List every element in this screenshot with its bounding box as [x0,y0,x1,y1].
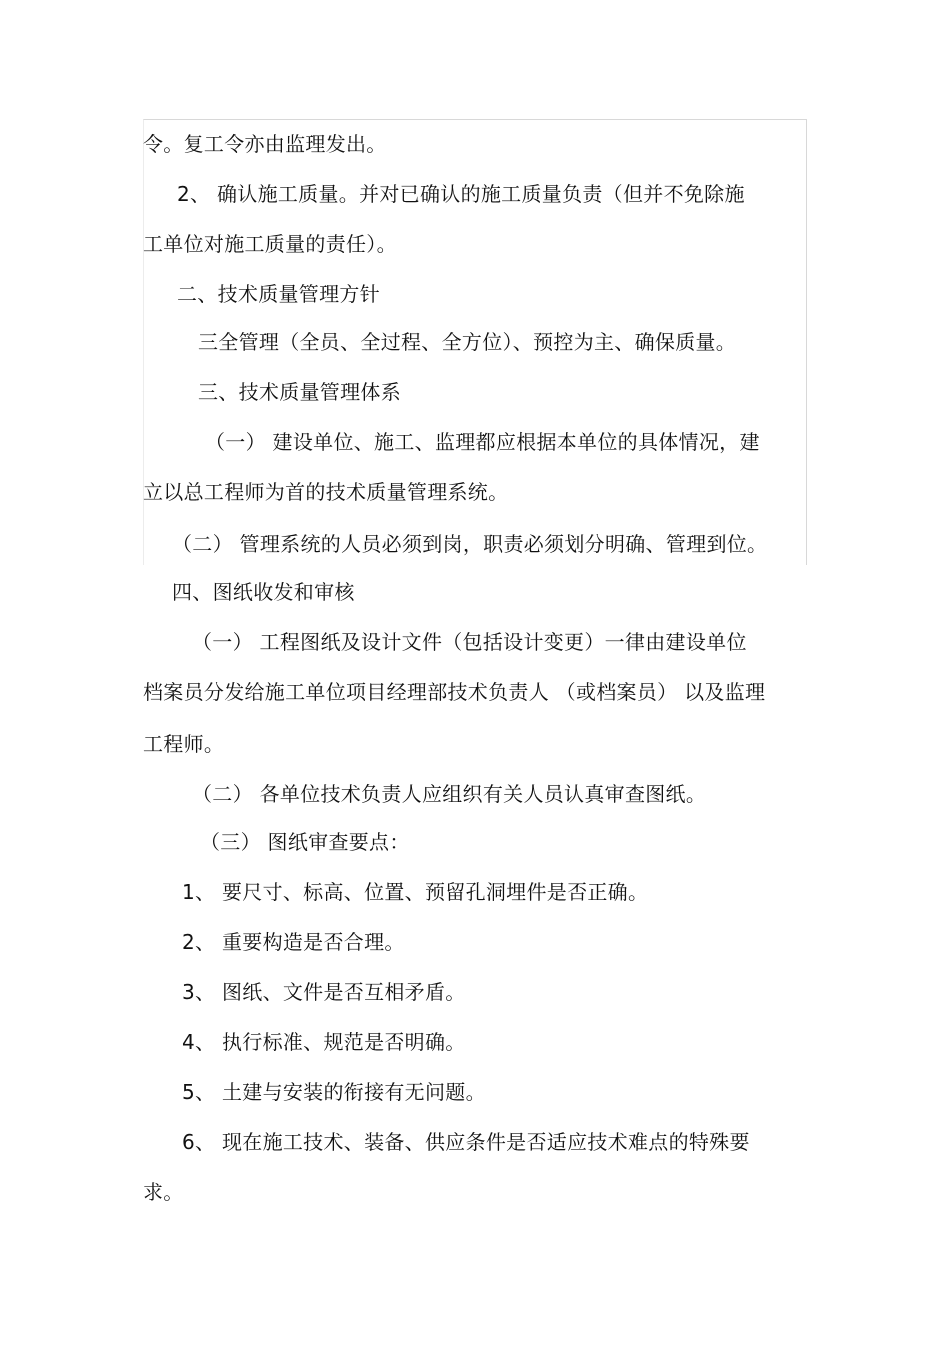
text-line: 工程师。 [143,732,225,756]
list-item: 1、 要尺寸、标高、位置、预留孔洞埋件是否正确。 [182,880,649,904]
text-line: （一） 建设单位、施工、监理都应根据本单位的具体情况，建 [205,430,760,454]
text-line: 2、 确认施工质量。并对已确认的施工质量负责（但并不免除施 [177,182,745,206]
section-heading: 二、技术质量管理方针 [177,282,380,306]
list-item: 6、 现在施工技术、装备、供应条件是否适应技术难点的特殊要 [182,1130,750,1154]
text-line: 三全管理（全员、全过程、全方位）、预控为主、确保质量。 [198,330,737,354]
list-item: 4、 执行标准、规范是否明确。 [182,1030,466,1054]
text-line: （二） 管理系统的人员必须到岗，职责必须划分明确、管理到位。 [172,532,768,556]
text-line: （三） 图纸审查要点： [200,830,410,854]
text-line: （一） 工程图纸及设计文件（包括设计变更）一律由建设单位 [192,630,747,654]
section-heading: 四、图纸收发和审核 [172,580,355,604]
text-line: （二） 各单位技术负责人应组织有关人员认真审查图纸。 [192,782,707,806]
text-line: 立以总工程师为首的技术质量管理系统。 [143,480,509,504]
section-heading: 三、技术质量管理体系 [198,380,401,404]
list-item: 5、 土建与安装的衔接有无问题。 [182,1080,486,1104]
text-line: 档案员分发给施工单位项目经理部技术负责人 （或档案员） 以及监理 [143,680,766,704]
text-line: 求。 [143,1180,184,1204]
text-line: 令。复工令亦由监理发出。 [143,132,387,156]
text-line: 工单位对施工质量的责任）。 [143,232,397,256]
list-item: 3、 图纸、文件是否互相矛盾。 [182,980,466,1004]
list-item: 2、 重要构造是否合理。 [182,930,405,954]
